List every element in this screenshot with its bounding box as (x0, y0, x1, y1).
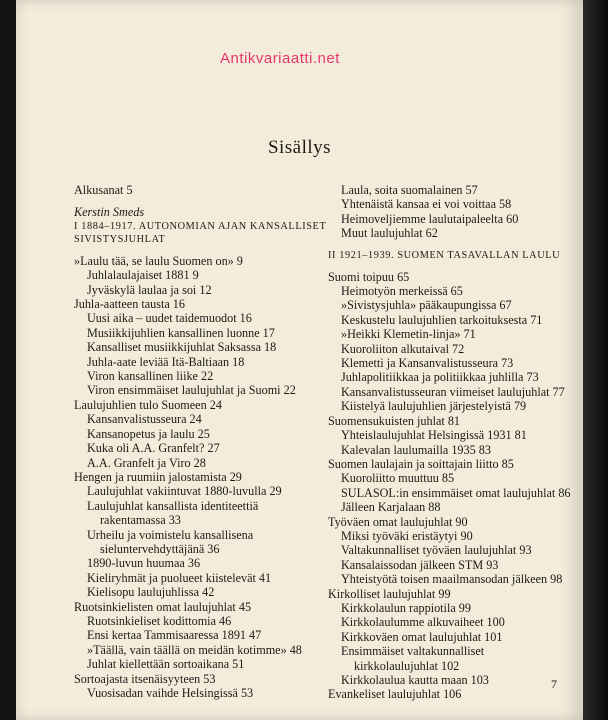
toc-entry: kirkkolaulujuhlat 102 (354, 658, 460, 673)
toc-entry: Juhlapolitiikkaa ja politiikkaa juhlilla 73 (341, 370, 539, 385)
toc-entry: Ruotsinkieliset kodittomia 46 (87, 613, 232, 628)
toc-entry: Miksi työväki eristäytyi 90 (341, 528, 473, 543)
toc-entry: Suomensukuisten juhlat 81 (328, 413, 461, 428)
toc-entry: Muut laulujuhlat 62 (341, 226, 438, 241)
toc-entry: »Täällä, vain täällä on meidän kotimme» 48 (87, 642, 302, 657)
toc-entry: Vuosisadan vaihde Helsingissä 53 (87, 686, 254, 700)
toc-entry: »Laulu tää, se laulu Suomen on» 9 (74, 253, 243, 268)
toc-entry: Juhlat kiellettään sortoaikana 51 (87, 657, 245, 672)
toc-entry: Heimoveljiemme laulutaipaleelta 60 (341, 211, 519, 226)
toc-entry: Viron kansallinen liike 22 (87, 369, 214, 384)
toc-entry: Työväen omat laulujuhlat 90 (328, 514, 468, 529)
toc-entry: Kirkkolaulumme alkuvaiheet 100 (341, 615, 505, 630)
toc-entry: A.A. Granfelt ja Viro 28 (87, 455, 206, 470)
page-number: 7 (551, 677, 557, 691)
toc-entry: »Heikki Klemetin-linja» 71 (341, 327, 476, 342)
toc-entry: Yhteislaulujuhlat Helsingissä 1931 81 (341, 428, 527, 443)
toc-entry: SULASOL:in ensimmäiset omat laulujuhlat 86 (341, 485, 571, 500)
toc-entry: Ensi kertaa Tammisaaressa 1891 47 (87, 628, 262, 643)
toc-entry: Kirkkolaulua kautta maan 103 (341, 673, 489, 687)
toc-entry: Musiikkijuhlien kansallinen luonne 17 (87, 325, 275, 340)
toc-section-heading: SIVISTYSJUHLAT (74, 233, 166, 245)
toc-right-column (328, 183, 571, 702)
toc-entry: Kansalliset musiikkijuhlat Saksassa 18 (87, 340, 277, 355)
toc-entry: Ruotsinkielisten omat laulujuhlat 45 (74, 599, 252, 614)
toc-entry: Juhlalaulajaiset 1881 9 (87, 268, 199, 283)
toc-entry: Kalevalan laulumailla 1935 83 (341, 442, 491, 457)
toc-entry: Kirkolliset laulujuhlat 99 (328, 586, 451, 601)
page-title: Sisällys (267, 137, 332, 158)
toc-entry: Laulujuhlat vakiintuvat 1880-luvulla 29 (87, 484, 282, 499)
toc-left-column (74, 183, 327, 700)
toc-entry: Sortoajasta itsenäisyyteen 53 (74, 671, 216, 686)
toc-entry: Kiistelyä laulujuhlien järjestelyistä 79 (341, 399, 527, 414)
toc-entry: Kirkkolaulun rappiotila 99 (341, 600, 471, 615)
toc-entry: rakentamassa 33 (100, 513, 181, 528)
toc-entry: Jyväskylä laulaa ja soi 12 (87, 282, 212, 297)
toc-entry: Laulujuhlat kansallista identiteettiä (87, 498, 259, 513)
toc-section-heading: II 1921–1939. SUOMEN TASAVALLAN LAULU (328, 249, 561, 261)
toc-entry: Uusi aika – uudet taidemuodot 16 (87, 311, 252, 326)
toc-entry: Kansanvalistusseura 24 (87, 412, 202, 427)
toc-entry: Valtakunnalliset työväen laulujuhlat 93 (341, 543, 532, 558)
toc-entry: Kuka oli A.A. Granfelt? 27 (87, 441, 220, 456)
toc-entry: Kirkkoväen omat laulujuhlat 101 (341, 629, 503, 644)
toc-entry: Hengen ja ruumiin jalostamista 29 (74, 469, 242, 484)
toc-entry: Suomen laulajain ja soittajain liitto 85 (328, 456, 514, 471)
toc-entry: Heimotyön merkeissä 65 (341, 284, 463, 299)
book-page (16, 0, 583, 720)
toc-entry: Kuoroliiton alkutaival 72 (341, 341, 465, 356)
toc-entry: Kansanvalistusseuran viimeiset laulujuhlat 77 (341, 384, 565, 399)
toc-entry: Alkusanat 5 (74, 183, 133, 197)
toc-entry: sieluntervehdyttäjänä 36 (100, 541, 220, 556)
toc-entry: »Sivistysjuhla» pääkaupungissa 67 (341, 298, 512, 313)
toc-entry: Yhtenäistä kansaa ei voi voittaa 58 (341, 197, 512, 212)
watermark-text: Antikvariaatti.net (220, 50, 340, 67)
toc-entry: Viron ensimmäiset laulujuhlat ja Suomi 22 (87, 383, 296, 398)
toc-author: Kerstin Smeds (74, 205, 145, 220)
toc-entry: Urheilu ja voimistelu kansallisena (87, 527, 254, 542)
toc-entry: Kielisopu laulujuhlissa 42 (87, 585, 215, 600)
toc-entry: Kansalaissodan jälkeen STM 93 (341, 557, 499, 572)
toc-entry: Juhla-aatteen tausta 16 (74, 297, 185, 312)
toc-entry: Suomi toipuu 65 (328, 269, 410, 284)
toc-entry: Keskustelu laulujuhlien tarkoituksesta 71 (341, 312, 543, 327)
toc-entry: Laula, soita suomalainen 57 (341, 183, 478, 197)
toc-entry: Jälleen Karjalaan 88 (341, 500, 441, 515)
toc-section-heading: I 1884–1917. AUTONOMIAN AJAN KANSALLISET (74, 220, 327, 232)
toc-entry: Kansanopetus ja laulu 25 (87, 426, 210, 441)
toc-entry: Yhteistyötä toisen maailmansodan jälkeen 98 (341, 572, 563, 587)
toc-entry: Laulujuhlien tulo Suomeen 24 (74, 397, 222, 412)
book-binding (583, 0, 608, 720)
toc-entry: Kuoroliitto muuttuu 85 (341, 471, 455, 486)
toc-entry: Ensimmäiset valtakunnalliset (341, 644, 485, 659)
toc-entry: Evankeliset laulujuhlat 106 (328, 687, 462, 702)
toc-entry: 1890-luvun huumaa 36 (87, 556, 201, 571)
toc-entry: Juhla-aate leviää Itä-Baltiaan 18 (87, 354, 245, 369)
toc-entry: Klemetti ja Kansanvalistusseura 73 (341, 356, 514, 371)
toc-entry: Kieliryhmät ja puolueet kiistelevät 41 (87, 570, 272, 585)
